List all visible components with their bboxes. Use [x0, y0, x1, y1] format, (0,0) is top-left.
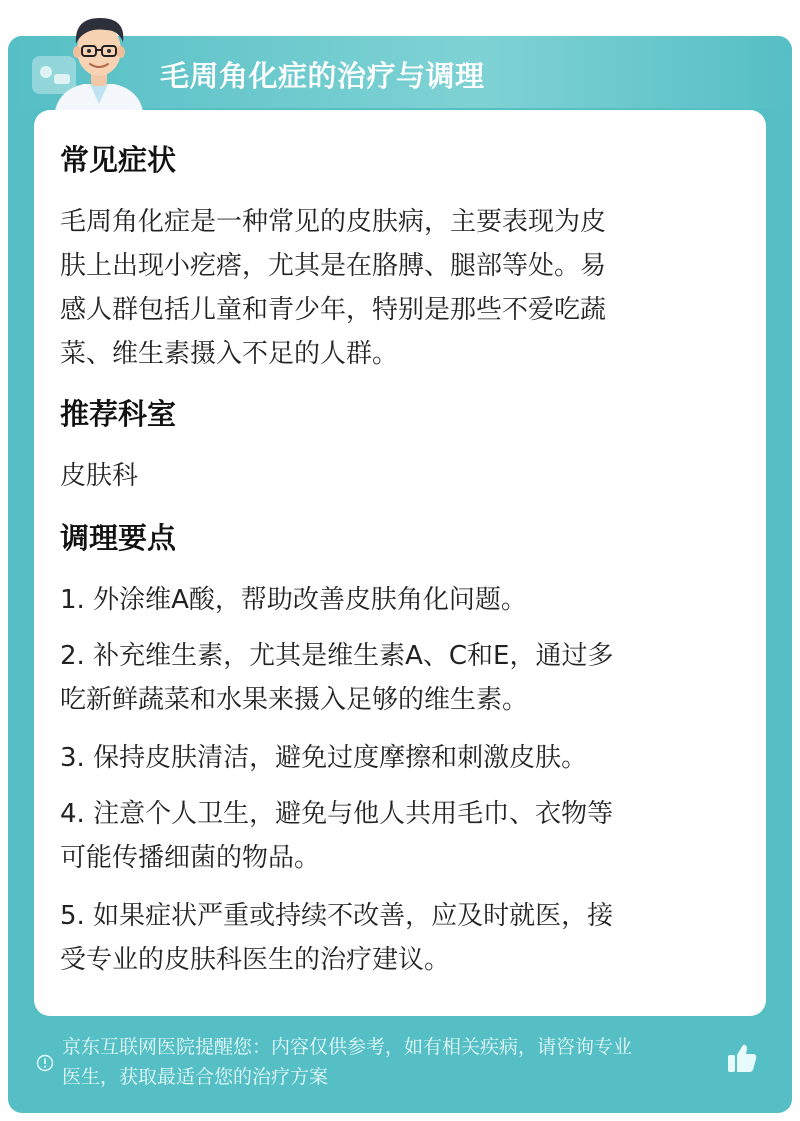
page-title: 毛周角化症的治疗与调理 — [160, 59, 485, 93]
symptoms-line-3: 感人群包括儿童和青少年，特别是那些不爱吃蔬 — [60, 295, 607, 325]
care-item-5-line-1: 5. 如果症状严重或持续不改善，应及时就医，接 — [60, 901, 614, 931]
care-item-4-line-1: 4. 注意个人卫生，避免与他人共用毛巾、衣物等 — [60, 799, 614, 829]
symptoms-line-4: 菜、维生素摄入不足的人群。 — [60, 339, 399, 369]
care-item-3: 3. 保持皮肤清洁，避免过度摩擦和刺激皮肤。 — [60, 743, 588, 773]
info-icon — [36, 1054, 54, 1072]
care-item-2-line-1: 2. 补充维生素，尤其是维生素A、C和E，通过多 — [60, 641, 614, 671]
symptoms-line-2: 肤上出现小疙瘩，尤其是在胳膊、腿部等处。易 — [60, 251, 607, 281]
symptoms-line-1: 毛周角化症是一种常见的皮肤病，主要表现为皮 — [60, 207, 607, 237]
disclaimer — [62, 1032, 732, 1092]
section-heading-symptoms: 常见症状 — [60, 143, 177, 177]
section-heading-department: 推荐科室 — [60, 397, 177, 431]
section-heading-care: 调理要点 — [60, 521, 177, 555]
thumbs-up-icon[interactable] — [724, 1040, 760, 1076]
care-item-4-line-2: 可能传播细菌的物品。 — [60, 843, 321, 873]
disclaimer-line-1: 京东互联网医院提醒您：内容仅供参考，如有相关疾病，请咨询专业 — [62, 1036, 633, 1058]
care-item-1: 1. 外涂维A酸，帮助改善皮肤角化问题。 — [60, 585, 527, 615]
care-item-5-line-2: 受专业的皮肤科医生的治疗建议。 — [60, 945, 451, 975]
care-item-2-line-2: 吃新鲜蔬菜和水果来摄入足够的维生素。 — [60, 685, 529, 715]
department-value: 皮肤科 — [60, 461, 139, 491]
content-card — [34, 110, 766, 1016]
doctor-avatar — [44, 8, 154, 118]
disclaimer-line-2: 医生，获取最适合您的治疗方案 — [62, 1066, 329, 1088]
